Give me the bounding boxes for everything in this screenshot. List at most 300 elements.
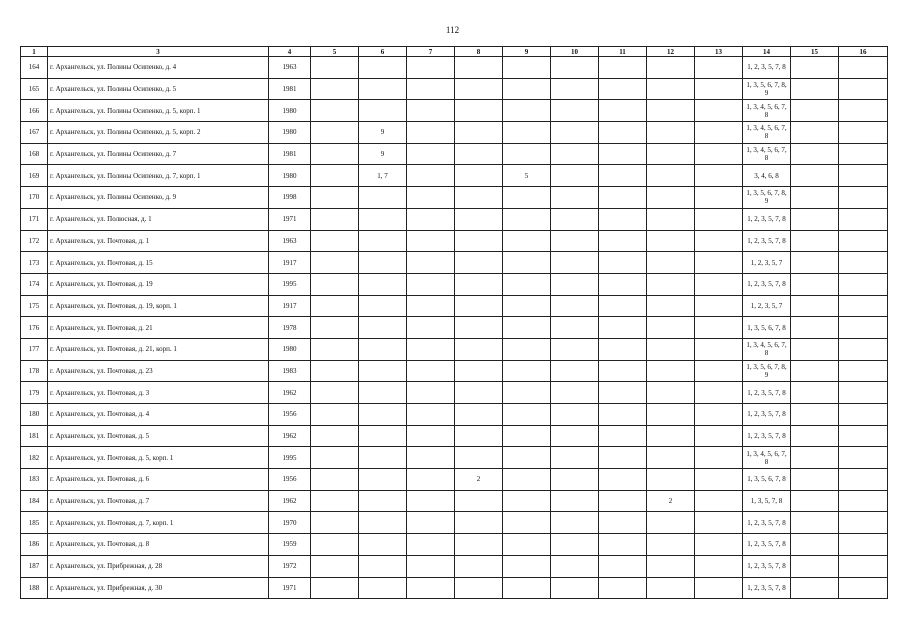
table-cell-col-12 [647,534,695,556]
table-cell-col-7 [407,577,455,599]
table-cell-col-9 [503,78,551,100]
table-cell-col-10 [551,490,599,512]
table-cell-col-9 [503,317,551,339]
table-cell-col-12 [647,555,695,577]
table-cell-col-7 [407,187,455,209]
table-cell-col-15 [791,512,839,534]
table-row [21,534,888,556]
table-cell-col-1: 178 [21,360,48,382]
table-cell-col-6 [359,317,407,339]
table-cell-col-10 [551,512,599,534]
table-cell-col-10 [551,143,599,165]
table-cell-col-1: 176 [21,317,48,339]
table-cell-col-11 [599,577,647,599]
table-cell-col-6: 1, 7 [359,165,407,187]
table-cell-col-4: 1970 [269,512,311,534]
table-cell-col-12 [647,100,695,122]
table-cell-col-12 [647,469,695,491]
table-cell-col-7 [407,208,455,230]
table-cell-col-13 [695,490,743,512]
table-cell-col-16 [839,252,888,274]
table-cell-col-8 [455,57,503,79]
table-cell-col-15 [791,577,839,599]
table-cell-col-4: 1980 [269,122,311,144]
table-cell-col-8 [455,447,503,469]
table-cell-col-16 [839,295,888,317]
table-cell-col-5 [311,512,359,534]
table-row [21,208,888,230]
table-cell-col-4: 1995 [269,273,311,295]
table-cell-col-12 [647,295,695,317]
table-cell-col-6 [359,577,407,599]
table-cell-col-3: г. Архангельск, ул. Почтовая, д. 7 [48,490,269,512]
page-number: 112 [445,25,460,35]
table-cell-col-11 [599,230,647,252]
table-cell-col-16 [839,577,888,599]
table-cell-col-9 [503,360,551,382]
column-header-4: 4 [269,47,311,57]
table-cell-col-4: 1959 [269,534,311,556]
table-cell-col-5 [311,382,359,404]
table-cell-col-3: г. Архангельск, ул. Полины Осипенко, д. 7 [48,143,269,165]
table-cell-col-7 [407,317,455,339]
table-cell-col-8 [455,555,503,577]
table-cell-col-9 [503,512,551,534]
table-cell-col-5 [311,534,359,556]
table-cell-col-6 [359,208,407,230]
table-cell-col-7 [407,143,455,165]
table-cell-col-9 [503,338,551,360]
table-cell-col-9 [503,100,551,122]
table-cell-col-12 [647,425,695,447]
table-cell-col-12 [647,577,695,599]
table-cell-col-16 [839,490,888,512]
table-cell-col-13 [695,534,743,556]
table-cell-col-14: 1, 2, 3, 5, 7, 8 [743,425,791,447]
table-cell-col-5 [311,165,359,187]
table-cell-col-14: 1, 2, 3, 5, 7, 8 [743,534,791,556]
table-cell-col-14: 1, 3, 4, 5, 6, 7, 8 [743,143,791,165]
table-cell-col-3: г. Архангельск, ул. Прибрежная, д. 30 [48,577,269,599]
table-cell-col-1: 182 [21,447,48,469]
table-cell-col-15 [791,230,839,252]
table-cell-col-5 [311,338,359,360]
table-body [21,57,888,599]
table-cell-col-3: г. Архангельск, ул. Почтовая, д. 5, корп. 1 [48,447,269,469]
table-cell-col-11 [599,273,647,295]
table-cell-col-13 [695,317,743,339]
table-cell-col-7 [407,490,455,512]
table-row [21,57,888,79]
table-cell-col-11 [599,534,647,556]
table-cell-col-16 [839,512,888,534]
table-cell-col-8 [455,425,503,447]
table-cell-col-9 [503,382,551,404]
table-cell-col-15 [791,208,839,230]
table-cell-col-3: г. Архангельск, ул. Почтовая, д. 23 [48,360,269,382]
table-cell-col-3: г. Архангельск, ул. Полины Осипенко, д. 5, корп. 2 [48,122,269,144]
table-cell-col-12 [647,360,695,382]
table-cell-col-4: 1998 [269,187,311,209]
table-cell-col-6 [359,338,407,360]
table-cell-col-6 [359,469,407,491]
table-cell-col-14: 1, 2, 3, 5, 7, 8 [743,57,791,79]
table-cell-col-7 [407,230,455,252]
table-cell-col-11 [599,382,647,404]
column-header-16: 16 [839,47,888,57]
table-cell-col-5 [311,577,359,599]
table-cell-col-9 [503,295,551,317]
table-cell-col-14: 1, 2, 3, 5, 7, 8 [743,512,791,534]
table-cell-col-6 [359,57,407,79]
table-cell-col-5 [311,273,359,295]
table-cell-col-15 [791,425,839,447]
table-cell-col-16 [839,360,888,382]
table-row [21,317,888,339]
column-header-9: 9 [503,47,551,57]
table-cell-col-7 [407,425,455,447]
table-cell-col-7 [407,273,455,295]
table-row [21,78,888,100]
table-cell-col-9 [503,425,551,447]
table-cell-col-6 [359,382,407,404]
table-cell-col-15 [791,122,839,144]
table-cell-col-1: 164 [21,57,48,79]
table-row [21,555,888,577]
table-cell-col-12 [647,208,695,230]
column-header-13: 13 [695,47,743,57]
table-cell-col-13 [695,360,743,382]
table-cell-col-11 [599,252,647,274]
table-cell-col-6 [359,425,407,447]
table-cell-col-3: г. Архангельск, ул. Полины Осипенко, д. 7, корп. 1 [48,165,269,187]
table-cell-col-11 [599,187,647,209]
table-cell-col-4: 1963 [269,230,311,252]
table-cell-col-13 [695,469,743,491]
table-cell-col-16 [839,534,888,556]
table-cell-col-14: 1, 3, 4, 5, 6, 7, 8 [743,122,791,144]
table-cell-col-16 [839,208,888,230]
table-cell-col-15 [791,78,839,100]
table-cell-col-10 [551,555,599,577]
table-cell-col-9 [503,57,551,79]
table-cell-col-15 [791,273,839,295]
table-cell-col-3: г. Архангельск, ул. Почтовая, д. 6 [48,469,269,491]
table-cell-col-4: 1956 [269,404,311,426]
table-cell-col-16 [839,230,888,252]
table-cell-col-6 [359,273,407,295]
table-cell-col-13 [695,404,743,426]
table-cell-col-9 [503,404,551,426]
table-cell-col-1: 168 [21,143,48,165]
table-cell-col-14: 1, 2, 3, 5, 7, 8 [743,208,791,230]
table-cell-col-7 [407,469,455,491]
table-cell-col-4: 1956 [269,469,311,491]
table-row [21,230,888,252]
table-cell-col-3: г. Архангельск, ул. Полюсная, д. 1 [48,208,269,230]
column-header-14: 14 [743,47,791,57]
table-cell-col-15 [791,360,839,382]
table-cell-col-1: 171 [21,208,48,230]
table-cell-col-1: 174 [21,273,48,295]
table-cell-col-14: 1, 2, 3, 5, 7, 8 [743,273,791,295]
table-cell-col-9 [503,230,551,252]
table-cell-col-5 [311,317,359,339]
table-cell-col-10 [551,469,599,491]
table-cell-col-7 [407,534,455,556]
table-cell-col-7 [407,57,455,79]
table-cell-col-12 [647,57,695,79]
table-cell-col-8 [455,208,503,230]
table-cell-col-10 [551,78,599,100]
table-row [21,295,888,317]
table-cell-col-4: 1981 [269,143,311,165]
table-cell-col-9 [503,252,551,274]
column-header-5: 5 [311,47,359,57]
table-cell-col-7 [407,252,455,274]
table-cell-col-14: 1, 2, 3, 5, 7, 8 [743,382,791,404]
table-cell-col-10 [551,534,599,556]
table-cell-col-10 [551,273,599,295]
table-row [21,252,888,274]
table-cell-col-12: 2 [647,490,695,512]
table-cell-col-15 [791,143,839,165]
table-cell-col-1: 172 [21,230,48,252]
table-cell-col-13 [695,187,743,209]
table-cell-col-8 [455,317,503,339]
table-cell-col-13 [695,208,743,230]
table-cell-col-16 [839,404,888,426]
table-cell-col-3: г. Архангельск, ул. Почтовая, д. 3 [48,382,269,404]
table-cell-col-16 [839,382,888,404]
table-cell-col-8 [455,338,503,360]
column-header-1: 1 [21,47,48,57]
table-cell-col-8 [455,512,503,534]
table-cell-col-3: г. Архангельск, ул. Полины Осипенко, д. 4 [48,57,269,79]
table-cell-col-4: 1980 [269,100,311,122]
table-cell-col-7 [407,165,455,187]
table-cell-col-3: г. Архангельск, ул. Полины Осипенко, д. 5, корп. 1 [48,100,269,122]
table-cell-col-14: 1, 2, 3, 5, 7 [743,252,791,274]
table-cell-col-3: г. Архангельск, ул. Почтовая, д. 8 [48,534,269,556]
table-cell-col-1: 166 [21,100,48,122]
table-cell-col-9 [503,273,551,295]
table-cell-col-3: г. Архангельск, ул. Почтовая, д. 21 [48,317,269,339]
table-cell-col-14: 1, 2, 3, 5, 7, 8 [743,577,791,599]
table-cell-col-7 [407,404,455,426]
table-cell-col-12 [647,317,695,339]
column-header-11: 11 [599,47,647,57]
table-cell-col-15 [791,534,839,556]
table-cell-col-8 [455,577,503,599]
table-cell-col-8 [455,490,503,512]
table-cell-col-15 [791,252,839,274]
table-row [21,187,888,209]
table-cell-col-14: 1, 3, 4, 5, 6, 7, 8 [743,100,791,122]
table-cell-col-16 [839,338,888,360]
table-cell-col-16 [839,165,888,187]
table-cell-col-11 [599,143,647,165]
table-cell-col-1: 169 [21,165,48,187]
table-cell-col-4: 1980 [269,338,311,360]
table-cell-col-14: 1, 3, 4, 5, 6, 7, 8 [743,338,791,360]
table-cell-col-10 [551,338,599,360]
table-cell-col-9: 5 [503,165,551,187]
table-cell-col-10 [551,360,599,382]
table-cell-col-8 [455,100,503,122]
table-cell-col-6 [359,230,407,252]
table-cell-col-5 [311,100,359,122]
table-cell-col-6 [359,404,407,426]
table-cell-col-12 [647,252,695,274]
table-cell-col-10 [551,100,599,122]
table-cell-col-8 [455,230,503,252]
column-header-7: 7 [407,47,455,57]
table-cell-col-11 [599,555,647,577]
table-cell-col-16 [839,273,888,295]
table-cell-col-13 [695,295,743,317]
column-header-15: 15 [791,47,839,57]
table-cell-col-14: 1, 3, 4, 5, 6, 7, 8 [743,447,791,469]
table-cell-col-10 [551,208,599,230]
table-cell-col-3: г. Архангельск, ул. Почтовая, д. 4 [48,404,269,426]
table-cell-col-16 [839,187,888,209]
table-cell-col-7 [407,338,455,360]
table-row [21,165,888,187]
table-cell-col-6 [359,78,407,100]
table-cell-col-4: 1917 [269,295,311,317]
table-cell-col-9 [503,490,551,512]
table-cell-col-13 [695,382,743,404]
table-header-row [21,47,888,57]
table-cell-col-6 [359,252,407,274]
table-cell-col-1: 184 [21,490,48,512]
table-cell-col-8 [455,382,503,404]
table-cell-col-3: г. Архангельск, ул. Почтовая, д. 7, корп. 1 [48,512,269,534]
table-cell-col-9 [503,555,551,577]
table-cell-col-5 [311,490,359,512]
table-cell-col-15 [791,317,839,339]
table-cell-col-6 [359,555,407,577]
table-cell-col-5 [311,404,359,426]
table-cell-col-1: 183 [21,469,48,491]
table-cell-col-10 [551,165,599,187]
table-cell-col-11 [599,404,647,426]
table-cell-col-5 [311,447,359,469]
table-cell-col-13 [695,338,743,360]
table-cell-col-11 [599,57,647,79]
table-cell-col-3: г. Архангельск, ул. Почтовая, д. 15 [48,252,269,274]
table-cell-col-10 [551,447,599,469]
table-cell-col-9 [503,143,551,165]
table-cell-col-13 [695,425,743,447]
table-cell-col-14: 1, 2, 3, 5, 7, 8 [743,555,791,577]
table-cell-col-13 [695,512,743,534]
table-cell-col-15 [791,100,839,122]
table-cell-col-9 [503,208,551,230]
table-cell-col-1: 181 [21,425,48,447]
table-cell-col-10 [551,187,599,209]
column-header-8: 8 [455,47,503,57]
table-cell-col-6 [359,447,407,469]
table-row [21,404,888,426]
table-cell-col-14: 3, 4, 6, 8 [743,165,791,187]
table-cell-col-5 [311,143,359,165]
table-cell-col-15 [791,382,839,404]
table-cell-col-8 [455,404,503,426]
table-cell-col-3: г. Архангельск, ул. Почтовая, д. 21, корп. 1 [48,338,269,360]
table-cell-col-12 [647,447,695,469]
table-cell-col-15 [791,555,839,577]
buildings-table [20,46,888,599]
table-cell-col-8 [455,143,503,165]
table-cell-col-15 [791,187,839,209]
table-cell-col-16 [839,143,888,165]
table-cell-col-12 [647,187,695,209]
table-cell-col-11 [599,360,647,382]
table-cell-col-9 [503,122,551,144]
table-cell-col-16 [839,555,888,577]
table-cell-col-5 [311,57,359,79]
table-cell-col-3: г. Архангельск, ул. Почтовая, д. 1 [48,230,269,252]
table-cell-col-4: 1980 [269,165,311,187]
table-cell-col-3: г. Архангельск, ул. Полины Осипенко, д. 9 [48,187,269,209]
table-cell-col-9 [503,187,551,209]
table-cell-col-1: 170 [21,187,48,209]
table-cell-col-14: 1, 2, 3, 5, 7 [743,295,791,317]
column-header-10: 10 [551,47,599,57]
column-header-12: 12 [647,47,695,57]
table-cell-col-16 [839,78,888,100]
table-cell-col-9 [503,469,551,491]
table-cell-col-1: 185 [21,512,48,534]
table-cell-col-7 [407,512,455,534]
table-cell-col-9 [503,577,551,599]
table-row [21,360,888,382]
table-cell-col-11 [599,425,647,447]
table-cell-col-7 [407,100,455,122]
table-cell-col-4: 1981 [269,78,311,100]
table-cell-col-13 [695,447,743,469]
table-cell-col-11 [599,469,647,491]
table-cell-col-14: 1, 3, 5, 6, 7, 8, 9 [743,187,791,209]
table-cell-col-14: 1, 3, 5, 7, 8 [743,490,791,512]
table-cell-col-13 [695,57,743,79]
table-cell-col-12 [647,404,695,426]
table-cell-col-5 [311,78,359,100]
table-cell-col-11 [599,78,647,100]
table-cell-col-12 [647,512,695,534]
table-cell-col-1: 175 [21,295,48,317]
table-cell-col-7 [407,295,455,317]
table-cell-col-12 [647,78,695,100]
table-cell-col-8 [455,295,503,317]
table-cell-col-13 [695,165,743,187]
table-cell-col-4: 1983 [269,360,311,382]
table-cell-col-14: 1, 2, 3, 5, 7, 8 [743,230,791,252]
table-cell-col-11 [599,317,647,339]
table-cell-col-3: г. Архангельск, ул. Почтовая, д. 19, корп. 1 [48,295,269,317]
table-cell-col-3: г. Архангельск, ул. Почтовая, д. 5 [48,425,269,447]
table-cell-col-16 [839,425,888,447]
table-cell-col-7 [407,122,455,144]
table-cell-col-5 [311,252,359,274]
table-cell-col-10 [551,252,599,274]
table-row [21,577,888,599]
table-cell-col-4: 1962 [269,425,311,447]
table-cell-col-8 [455,252,503,274]
table-cell-col-4: 1917 [269,252,311,274]
